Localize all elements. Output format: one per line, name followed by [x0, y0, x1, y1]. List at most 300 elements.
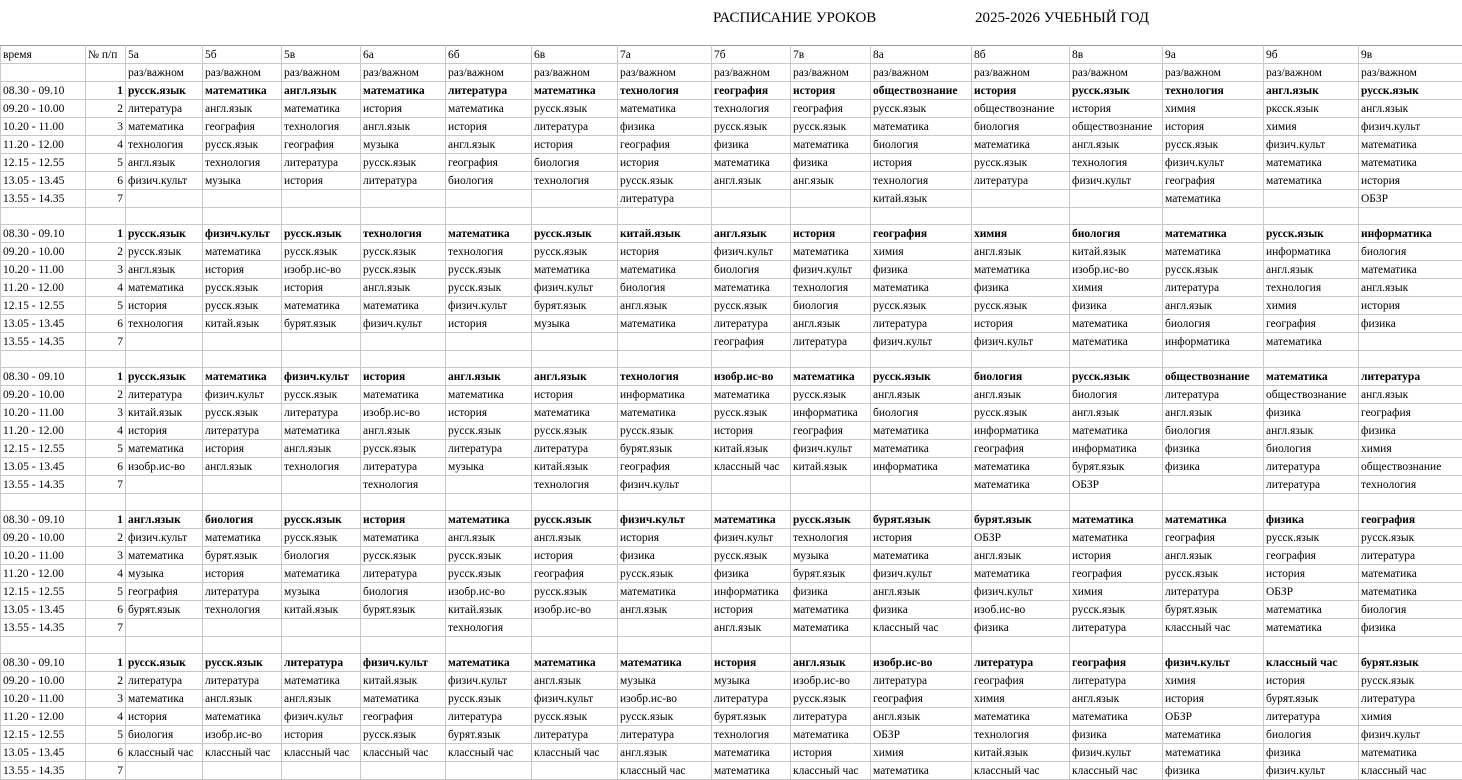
lesson-cell: биология [972, 368, 1070, 386]
lesson-cell: обществознание [1359, 458, 1462, 476]
lesson-cell: классный час [618, 762, 712, 780]
lesson-cell: история [1163, 690, 1264, 708]
lesson-cell: история [532, 547, 618, 565]
lesson-cell [1359, 333, 1462, 351]
lesson-cell: математика [1163, 243, 1264, 261]
lesson-cell: физич.культ [446, 297, 532, 315]
lesson-cell: бурят.язык [126, 601, 203, 619]
time-cell: 12.15 - 12.55 [1, 297, 86, 315]
lesson-cell: история [791, 744, 871, 762]
lesson-cell: история [1264, 672, 1359, 690]
lesson-cell: история [282, 172, 361, 190]
lesson-cell: география [871, 225, 972, 243]
lesson-cell: русск.язык [1070, 82, 1163, 100]
lesson-cell: изобр.ис-во [532, 601, 618, 619]
lesson-cell: математика [1359, 154, 1462, 172]
empty-cell [86, 637, 126, 654]
subheader-empty [86, 64, 126, 82]
lesson-cell: информатика [972, 422, 1070, 440]
lesson-cell: физика [1359, 315, 1462, 333]
lesson-cell: математика [203, 368, 282, 386]
header-class: 7в [791, 46, 871, 64]
lesson-number: 1 [86, 225, 126, 243]
lesson-cell: математика [1264, 601, 1359, 619]
empty-cell [1264, 494, 1359, 511]
lesson-cell: математика [712, 386, 791, 404]
lesson-cell: англ.язык [618, 297, 712, 315]
lesson-cell: информатика [618, 386, 712, 404]
time-cell: 09.20 - 10.00 [1, 672, 86, 690]
lesson-number: 2 [86, 386, 126, 404]
lesson-cell: математика [712, 511, 791, 529]
lesson-cell: математика [446, 654, 532, 672]
lesson-cell: русск.язык [712, 404, 791, 422]
lesson-cell: русск.язык [282, 511, 361, 529]
lesson-cell [791, 476, 871, 494]
lesson-cell [203, 762, 282, 780]
lesson-cell: классный час [532, 744, 618, 762]
lesson-cell: биология [791, 297, 871, 315]
lesson-cell: литература [1359, 368, 1462, 386]
subheader-label: раз/важном [361, 64, 446, 82]
lesson-cell: англ.язык [1264, 82, 1359, 100]
time-cell: 13.05 - 13.45 [1, 458, 86, 476]
lesson-row [1, 279, 1462, 297]
lesson-cell [361, 333, 446, 351]
lesson-cell: история [618, 154, 712, 172]
lesson-row [1, 386, 1462, 404]
lesson-cell: технология [791, 279, 871, 297]
lesson-cell: география [446, 154, 532, 172]
lesson-cell: литература [126, 672, 203, 690]
lesson-cell: информатика [1359, 225, 1462, 243]
lesson-number: 7 [86, 476, 126, 494]
day-separator [1, 208, 1462, 225]
lesson-cell: литература [1070, 672, 1163, 690]
empty-cell [86, 494, 126, 511]
lesson-row [1, 547, 1462, 565]
lesson-cell: бурят.язык [791, 565, 871, 583]
lesson-cell: математика [1264, 619, 1359, 637]
empty-cell [1359, 351, 1462, 368]
time-cell: 13.05 - 13.45 [1, 172, 86, 190]
lesson-cell: русск.язык [972, 154, 1070, 172]
lesson-cell: англ.язык [1264, 261, 1359, 279]
lesson-number: 5 [86, 583, 126, 601]
lesson-cell: изобр.ис-во [791, 672, 871, 690]
lesson-number: 3 [86, 118, 126, 136]
lesson-cell: история [871, 529, 972, 547]
lesson-cell: технология [126, 315, 203, 333]
lesson-cell: физика [1070, 297, 1163, 315]
empty-cell [532, 351, 618, 368]
lesson-cell: литература [871, 315, 972, 333]
lesson-cell: физика [871, 601, 972, 619]
lesson-cell: технология [1264, 279, 1359, 297]
lesson-cell: классный час [972, 762, 1070, 780]
empty-cell [972, 637, 1070, 654]
lesson-cell: рксск.язык [1264, 100, 1359, 118]
lesson-cell: история [282, 279, 361, 297]
lesson-cell: история [791, 225, 871, 243]
lesson-cell: русск.язык [532, 100, 618, 118]
lesson-cell: литература [1359, 690, 1462, 708]
lesson-cell: физика [972, 619, 1070, 637]
lesson-number: 3 [86, 261, 126, 279]
time-cell: 11.20 - 12.00 [1, 136, 86, 154]
empty-cell [1264, 208, 1359, 225]
time-cell: 09.20 - 10.00 [1, 100, 86, 118]
lesson-cell: русск.язык [532, 422, 618, 440]
lesson-cell: русск.язык [361, 547, 446, 565]
lesson-cell: классный час [126, 744, 203, 762]
empty-cell [712, 208, 791, 225]
lesson-cell: история [361, 368, 446, 386]
lesson-cell: история [361, 511, 446, 529]
lesson-cell: физич.культ [203, 225, 282, 243]
time-cell: 11.20 - 12.00 [1, 279, 86, 297]
lesson-cell: русск.язык [712, 297, 791, 315]
empty-cell [446, 494, 532, 511]
lesson-cell: литература [712, 315, 791, 333]
lesson-cell: математика [1163, 225, 1264, 243]
lesson-cell: русск.язык [972, 297, 1070, 315]
empty-cell [126, 637, 203, 654]
lesson-cell: география [1070, 565, 1163, 583]
lesson-cell: биология [1359, 601, 1462, 619]
lesson-cell: англ.язык [712, 172, 791, 190]
lesson-row [1, 708, 1462, 726]
lesson-cell: история [712, 601, 791, 619]
lesson-cell: химия [1070, 279, 1163, 297]
empty-cell [203, 208, 282, 225]
subheader-label: раз/важном [282, 64, 361, 82]
lesson-cell: история [972, 315, 1070, 333]
lesson-cell: англ.язык [361, 422, 446, 440]
lesson-cell: история [282, 726, 361, 744]
lesson-cell: классный час [712, 458, 791, 476]
time-cell: 12.15 - 12.55 [1, 583, 86, 601]
lesson-cell: физич.культ [712, 529, 791, 547]
lesson-cell [126, 762, 203, 780]
subheader-label: раз/важном [203, 64, 282, 82]
lesson-cell: биология [618, 279, 712, 297]
lesson-cell: математика [791, 368, 871, 386]
lesson-cell: англ.язык [532, 672, 618, 690]
lesson-cell: китай.язык [791, 458, 871, 476]
lesson-cell: физич.культ [791, 440, 871, 458]
lesson-cell: география [1359, 511, 1462, 529]
lesson-cell: литература [126, 100, 203, 118]
lesson-row [1, 190, 1462, 208]
empty-cell [532, 494, 618, 511]
lesson-cell: литература [972, 172, 1070, 190]
lesson-cell: китай.язык [203, 315, 282, 333]
school-year-title: 2025-2026 УЧЕБНЫЙ ГОД [975, 10, 1149, 27]
day-separator [1, 351, 1462, 368]
lesson-cell [446, 476, 532, 494]
lesson-cell: физика [1359, 422, 1462, 440]
lesson-cell: математика [446, 386, 532, 404]
lesson-cell: музыка [126, 565, 203, 583]
empty-cell [86, 351, 126, 368]
lesson-cell: русск.язык [618, 422, 712, 440]
lesson-cell: география [1359, 404, 1462, 422]
empty-cell [871, 208, 972, 225]
empty-cell [282, 494, 361, 511]
lesson-cell: география [203, 118, 282, 136]
lesson-cell: математика [126, 547, 203, 565]
header-class: 7б [712, 46, 791, 64]
lesson-number: 5 [86, 726, 126, 744]
empty-cell [972, 351, 1070, 368]
lesson-cell: литература [791, 708, 871, 726]
lesson-cell: физика [791, 154, 871, 172]
time-cell: 10.20 - 11.00 [1, 547, 86, 565]
empty-cell [126, 208, 203, 225]
lesson-cell: литература [446, 708, 532, 726]
lesson-cell: бурят.язык [1163, 601, 1264, 619]
lesson-row [1, 261, 1462, 279]
lesson-cell: англ.язык [871, 583, 972, 601]
lesson-number: 3 [86, 690, 126, 708]
lesson-cell: изобр.ис-во [126, 458, 203, 476]
lesson-cell: математика [1070, 333, 1163, 351]
lesson-row [1, 619, 1462, 637]
lesson-cell: изоб.ис-во [972, 601, 1070, 619]
empty-cell [1, 208, 86, 225]
lesson-cell: классный час [1359, 762, 1462, 780]
lesson-cell: история [1359, 297, 1462, 315]
lesson-cell [618, 333, 712, 351]
lesson-cell: математика [203, 529, 282, 547]
subheader-label: раз/важном [1264, 64, 1359, 82]
lesson-cell: информатика [871, 458, 972, 476]
empty-cell [446, 351, 532, 368]
lesson-cell: англ.язык [871, 708, 972, 726]
header-class: 9в [1359, 46, 1462, 64]
lesson-cell: технология [1070, 154, 1163, 172]
lesson-cell: биология [712, 261, 791, 279]
lesson-cell: биология [972, 118, 1070, 136]
lesson-cell: история [446, 118, 532, 136]
lesson-cell: математика [972, 476, 1070, 494]
lesson-number: 5 [86, 297, 126, 315]
empty-cell [1264, 351, 1359, 368]
lesson-cell: англ.язык [1163, 404, 1264, 422]
subheader-label: раз/важном [126, 64, 203, 82]
subheader-label: раз/важном [972, 64, 1070, 82]
lesson-cell: русск.язык [446, 422, 532, 440]
lesson-cell: бурят.язык [361, 601, 446, 619]
lesson-cell: математика [361, 690, 446, 708]
empty-cell [712, 351, 791, 368]
lesson-cell: англ.язык [446, 529, 532, 547]
lesson-cell: биология [1264, 440, 1359, 458]
subheader-label: раз/важном [618, 64, 712, 82]
time-cell: 13.55 - 14.35 [1, 762, 86, 780]
empty-cell [446, 208, 532, 225]
lesson-cell: литература [532, 726, 618, 744]
lesson-cell: технология [361, 225, 446, 243]
lesson-cell: литература [1264, 476, 1359, 494]
lesson-cell: математика [871, 118, 972, 136]
lesson-cell: математика [126, 690, 203, 708]
lesson-cell: русск.язык [791, 386, 871, 404]
lesson-cell: история [532, 386, 618, 404]
lesson-cell: китай.язык [532, 458, 618, 476]
lesson-cell: география [712, 333, 791, 351]
lesson-cell: англ.язык [871, 386, 972, 404]
lesson-cell: биология [282, 547, 361, 565]
lesson-cell [203, 190, 282, 208]
empty-cell [1, 494, 86, 511]
lesson-cell: русск.язык [203, 297, 282, 315]
lesson-cell: русск.язык [871, 368, 972, 386]
lesson-cell: англ.язык [791, 315, 871, 333]
empty-cell [972, 208, 1070, 225]
lesson-cell: изобр.ис-во [203, 726, 282, 744]
lesson-cell: химия [1264, 118, 1359, 136]
empty-cell [791, 494, 871, 511]
lesson-cell: география [532, 565, 618, 583]
empty-cell [618, 637, 712, 654]
lesson-cell: бурят.язык [282, 315, 361, 333]
empty-cell [203, 637, 282, 654]
empty-cell [1070, 494, 1163, 511]
lesson-cell: математика [532, 82, 618, 100]
lesson-cell: русск.язык [1070, 368, 1163, 386]
lesson-cell: математика [1264, 333, 1359, 351]
lesson-cell: физич.культ [1163, 654, 1264, 672]
lesson-cell: русск.язык [1163, 261, 1264, 279]
lesson-cell: математика [791, 136, 871, 154]
lesson-cell: литература [618, 190, 712, 208]
lesson-cell: математика [126, 440, 203, 458]
lesson-cell: математика [871, 440, 972, 458]
lesson-cell: математика [618, 654, 712, 672]
lesson-cell: литература [972, 654, 1070, 672]
lesson-cell: англ.язык [282, 82, 361, 100]
lesson-cell: информатика [712, 583, 791, 601]
lesson-cell: англ.язык [532, 368, 618, 386]
lesson-cell: физич.культ [282, 708, 361, 726]
lesson-cell: математика [1264, 154, 1359, 172]
lesson-cell: русск.язык [361, 154, 446, 172]
lesson-number: 6 [86, 601, 126, 619]
lesson-cell: математика [532, 261, 618, 279]
lesson-row [1, 529, 1462, 547]
lesson-cell: математика [1163, 744, 1264, 762]
lesson-cell: математика [712, 744, 791, 762]
lesson-cell: история [126, 297, 203, 315]
lesson-cell: физика [791, 583, 871, 601]
lesson-cell: история [1359, 172, 1462, 190]
lesson-cell: русск.язык [446, 261, 532, 279]
lesson-cell: математика [446, 225, 532, 243]
lesson-cell [126, 476, 203, 494]
lesson-cell [282, 476, 361, 494]
subheader-label: раз/важном [532, 64, 618, 82]
lesson-cell: математика [282, 422, 361, 440]
lesson-cell [532, 762, 618, 780]
lesson-cell: физика [1264, 511, 1359, 529]
lesson-cell: литература [1163, 386, 1264, 404]
lesson-number: 3 [86, 547, 126, 565]
lesson-cell: англ.язык [282, 440, 361, 458]
lesson-cell: физич.культ [126, 529, 203, 547]
lesson-number: 4 [86, 136, 126, 154]
lesson-cell: биология [871, 136, 972, 154]
lesson-cell: русск.язык [1264, 529, 1359, 547]
empty-cell [361, 208, 446, 225]
time-cell: 08.30 - 09.10 [1, 368, 86, 386]
lesson-cell: история [126, 708, 203, 726]
lesson-cell: русск.язык [126, 82, 203, 100]
lesson-cell: история [446, 404, 532, 422]
lesson-cell: англ.язык [126, 154, 203, 172]
lesson-cell: математика [618, 100, 712, 118]
time-cell: 11.20 - 12.00 [1, 565, 86, 583]
lesson-cell: ОБЗР [1359, 190, 1462, 208]
lesson-cell: русск.язык [532, 243, 618, 261]
lesson-row [1, 726, 1462, 744]
subheader-empty [1, 64, 86, 82]
lesson-cell: классный час [282, 744, 361, 762]
lesson-row [1, 476, 1462, 494]
lesson-cell: физика [1264, 404, 1359, 422]
lesson-cell: математика [871, 547, 972, 565]
lesson-cell: русск.язык [1359, 529, 1462, 547]
lesson-cell: химия [1163, 100, 1264, 118]
lesson-cell: технология [618, 368, 712, 386]
lesson-cell: русск.язык [126, 225, 203, 243]
lesson-cell: математика [203, 708, 282, 726]
time-cell: 09.20 - 10.00 [1, 529, 86, 547]
lesson-cell: математика [1359, 136, 1462, 154]
header-class: 6а [361, 46, 446, 64]
lesson-cell: география [791, 100, 871, 118]
lesson-cell: физика [1163, 440, 1264, 458]
lesson-cell: физич.культ [532, 690, 618, 708]
schedule-grid [0, 45, 1462, 780]
lesson-cell [712, 476, 791, 494]
lesson-cell: изобр.ис-во [871, 654, 972, 672]
lesson-cell: физич.культ [972, 583, 1070, 601]
time-cell: 08.30 - 09.10 [1, 82, 86, 100]
lesson-cell: математика [1359, 565, 1462, 583]
time-cell: 08.30 - 09.10 [1, 511, 86, 529]
day-separator [1, 494, 1462, 511]
lesson-cell: физич.культ [446, 672, 532, 690]
lesson-cell: литература [446, 82, 532, 100]
lesson-cell: математика [361, 82, 446, 100]
lesson-cell: математика [871, 279, 972, 297]
empty-cell [871, 494, 972, 511]
lesson-cell: физич.культ [361, 315, 446, 333]
lesson-cell: математика [871, 422, 972, 440]
lesson-cell: информатика [1070, 440, 1163, 458]
lesson-cell: технология [791, 529, 871, 547]
lesson-cell: физика [1163, 458, 1264, 476]
lesson-cell: русск.язык [446, 547, 532, 565]
empty-cell [446, 637, 532, 654]
subheader-label: раз/важном [446, 64, 532, 82]
lesson-cell: англ.язык [972, 547, 1070, 565]
lesson-cell: география [1264, 315, 1359, 333]
empty-cell [791, 351, 871, 368]
lesson-cell: биология [1070, 386, 1163, 404]
